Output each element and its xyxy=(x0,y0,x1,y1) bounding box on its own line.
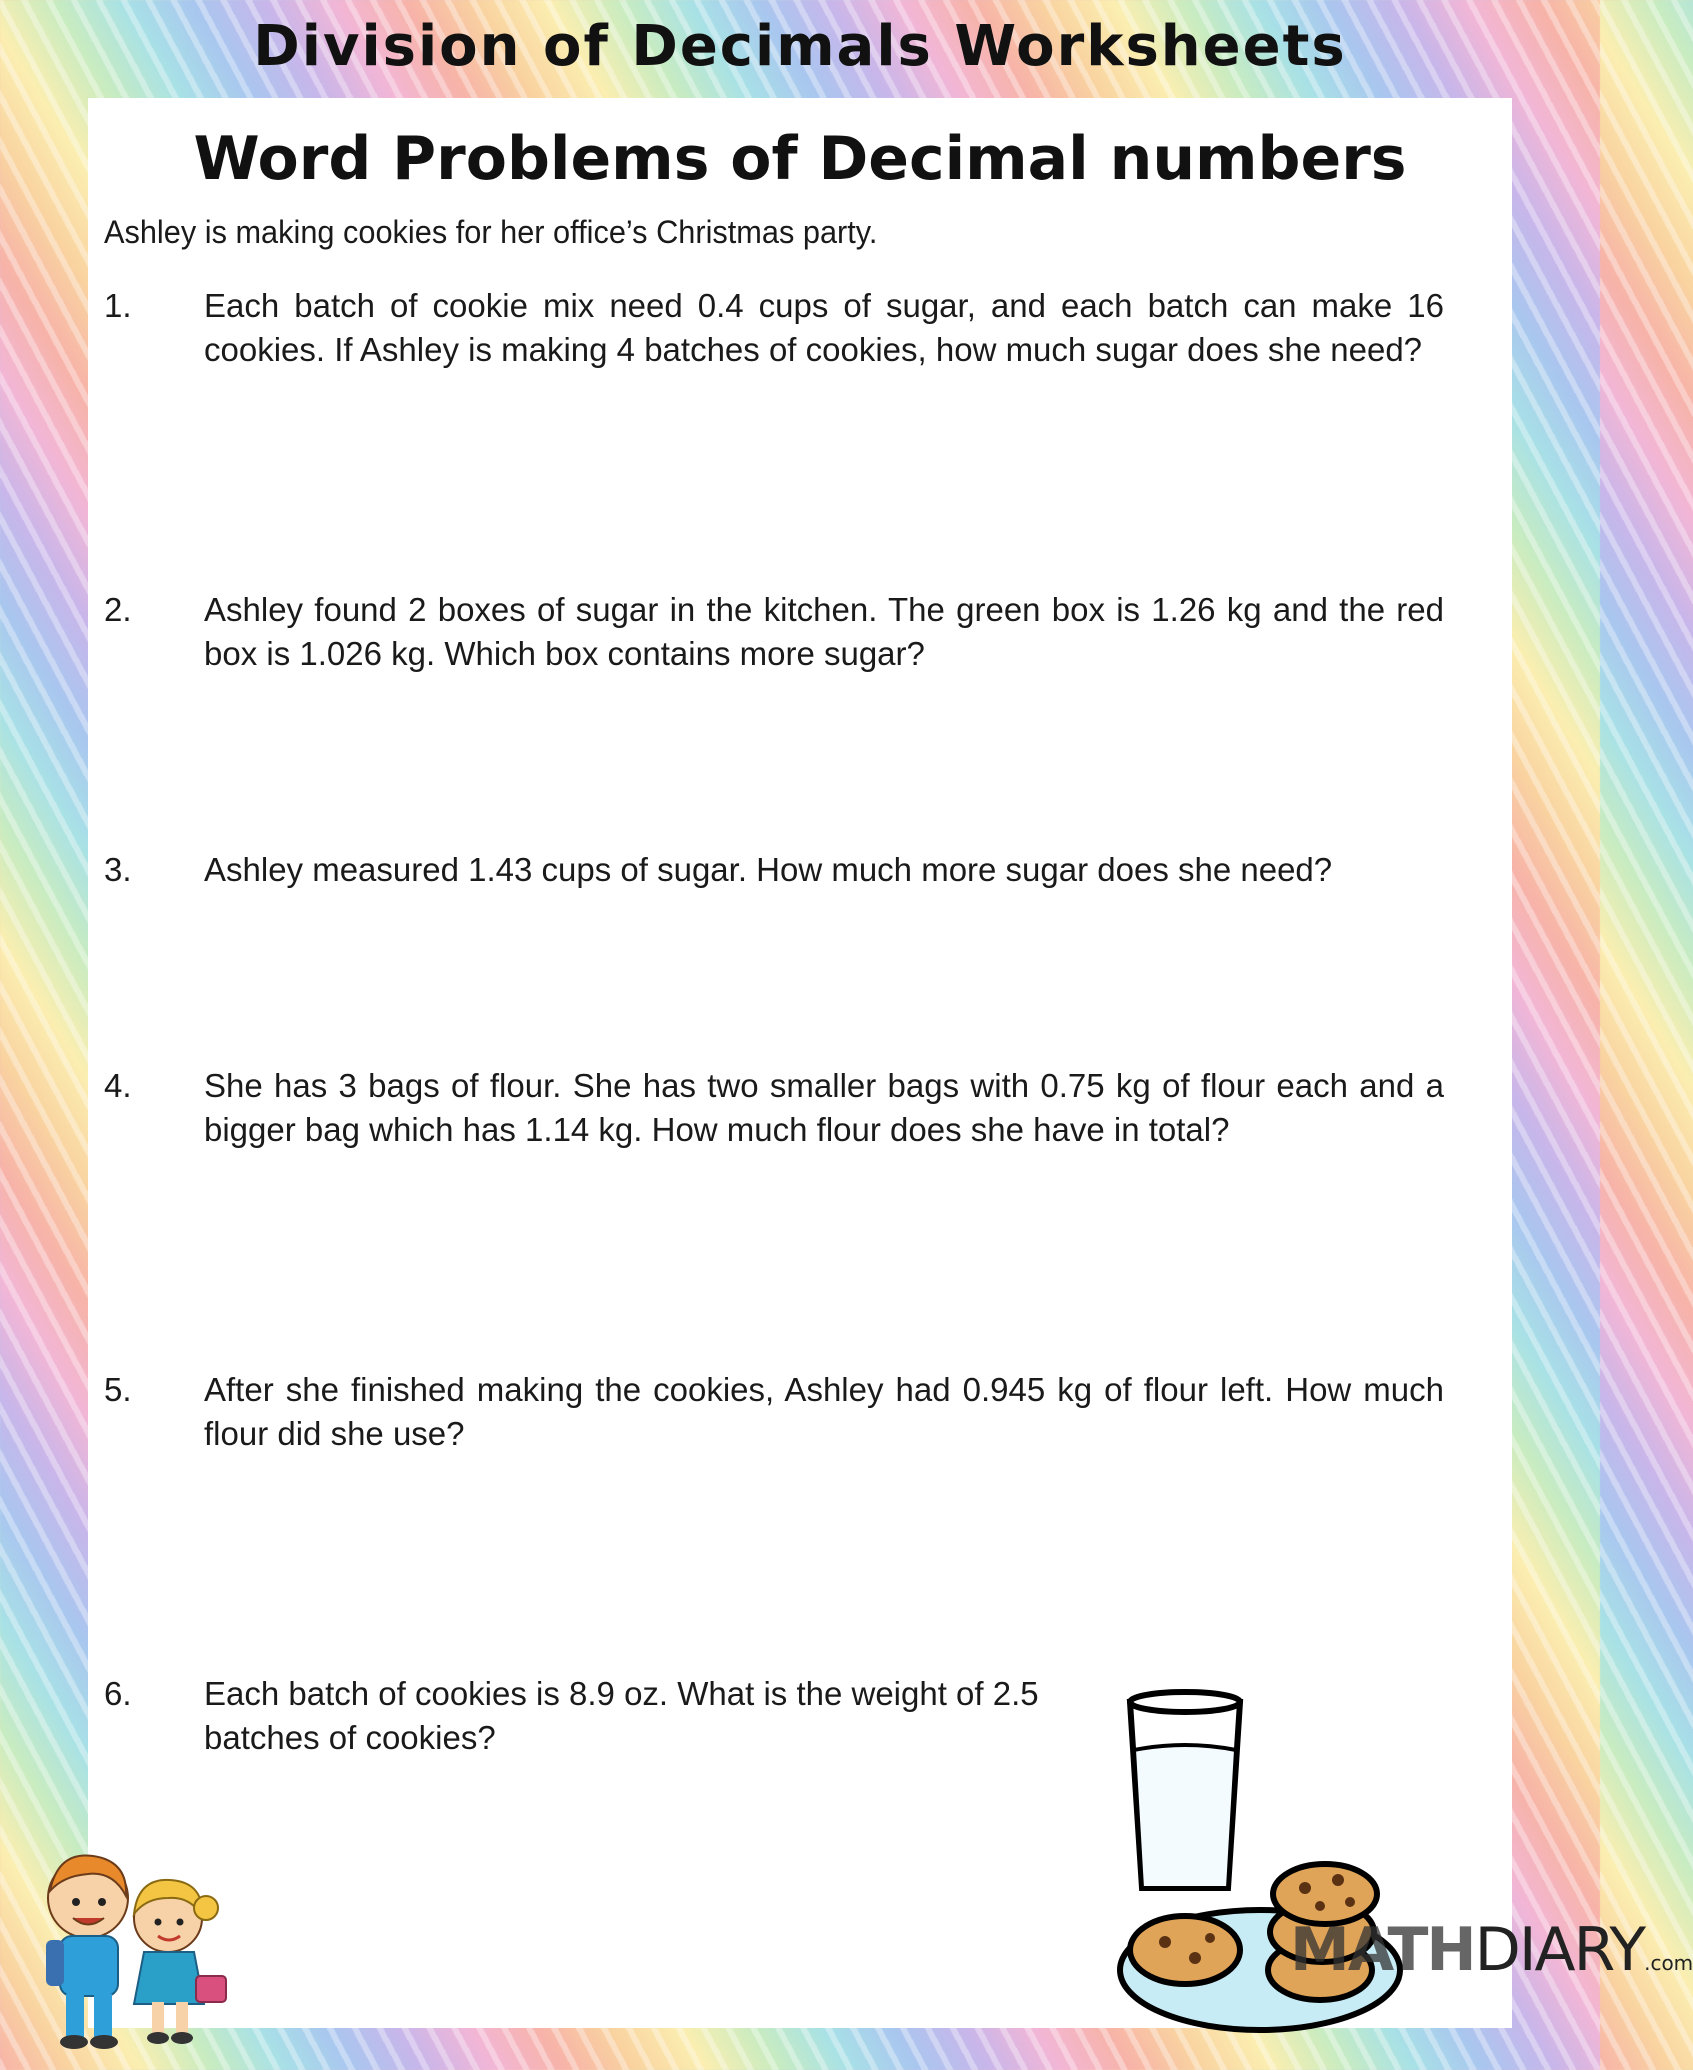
logo-math: MATH xyxy=(1290,1915,1475,1985)
milk-cookies-icon xyxy=(1110,1680,1410,2040)
question-text: Ashley found 2 boxes of sugar in the kitchen. The green box is 1.26 kg and the red box is 1.026 kg. Which box contains more sugar? xyxy=(204,591,1444,672)
worksheet-title: Word Problems of Decimal numbers xyxy=(193,124,1407,194)
kids-icon xyxy=(18,1836,233,2051)
question-number: 3. xyxy=(104,851,132,888)
worksheet-intro: Ashley is making cookies for her office’s Christmas party. xyxy=(104,214,878,250)
question-3 xyxy=(104,848,1444,892)
question-text: Each batch of cookies is 8.9 oz. What is the weight of 2.5 batches of cookies? xyxy=(204,1675,1039,1756)
question-number: 1. xyxy=(104,287,132,324)
question-5 xyxy=(104,1368,1444,1456)
question-text: After she finished making the cookies, Ashley had 0.945 kg of flour left. How much flour did she use? xyxy=(204,1371,1444,1452)
question-text: Ashley measured 1.43 cups of sugar. How much more sugar does she need? xyxy=(204,851,1333,888)
question-number: 5. xyxy=(104,1371,132,1408)
logo-suffix: .com xyxy=(1644,1951,1693,1975)
question-text: Each batch of cookie mix need 0.4 cups of sugar, and each batch can make 16 cookies. If Ashley is making 4 batches of cookies, how much sugar does she need? xyxy=(204,287,1444,368)
question-number: 6. xyxy=(104,1675,132,1712)
logo-diary: DIARY xyxy=(1474,1915,1645,1985)
question-4 xyxy=(104,1064,1444,1152)
question-text: She has 3 bags of flour. She has two smaller bags with 0.75 kg of flour each and a bigger bag which has 1.14 kg. How much flour does she have in total? xyxy=(204,1067,1444,1148)
page-header-title: Division of Decimals Worksheets xyxy=(253,14,1347,79)
question-number: 4. xyxy=(104,1067,132,1104)
question-number: 2. xyxy=(104,591,132,628)
question-1 xyxy=(104,284,1444,372)
mathdiary-logo xyxy=(1290,1915,1693,1985)
question-2 xyxy=(104,588,1444,676)
